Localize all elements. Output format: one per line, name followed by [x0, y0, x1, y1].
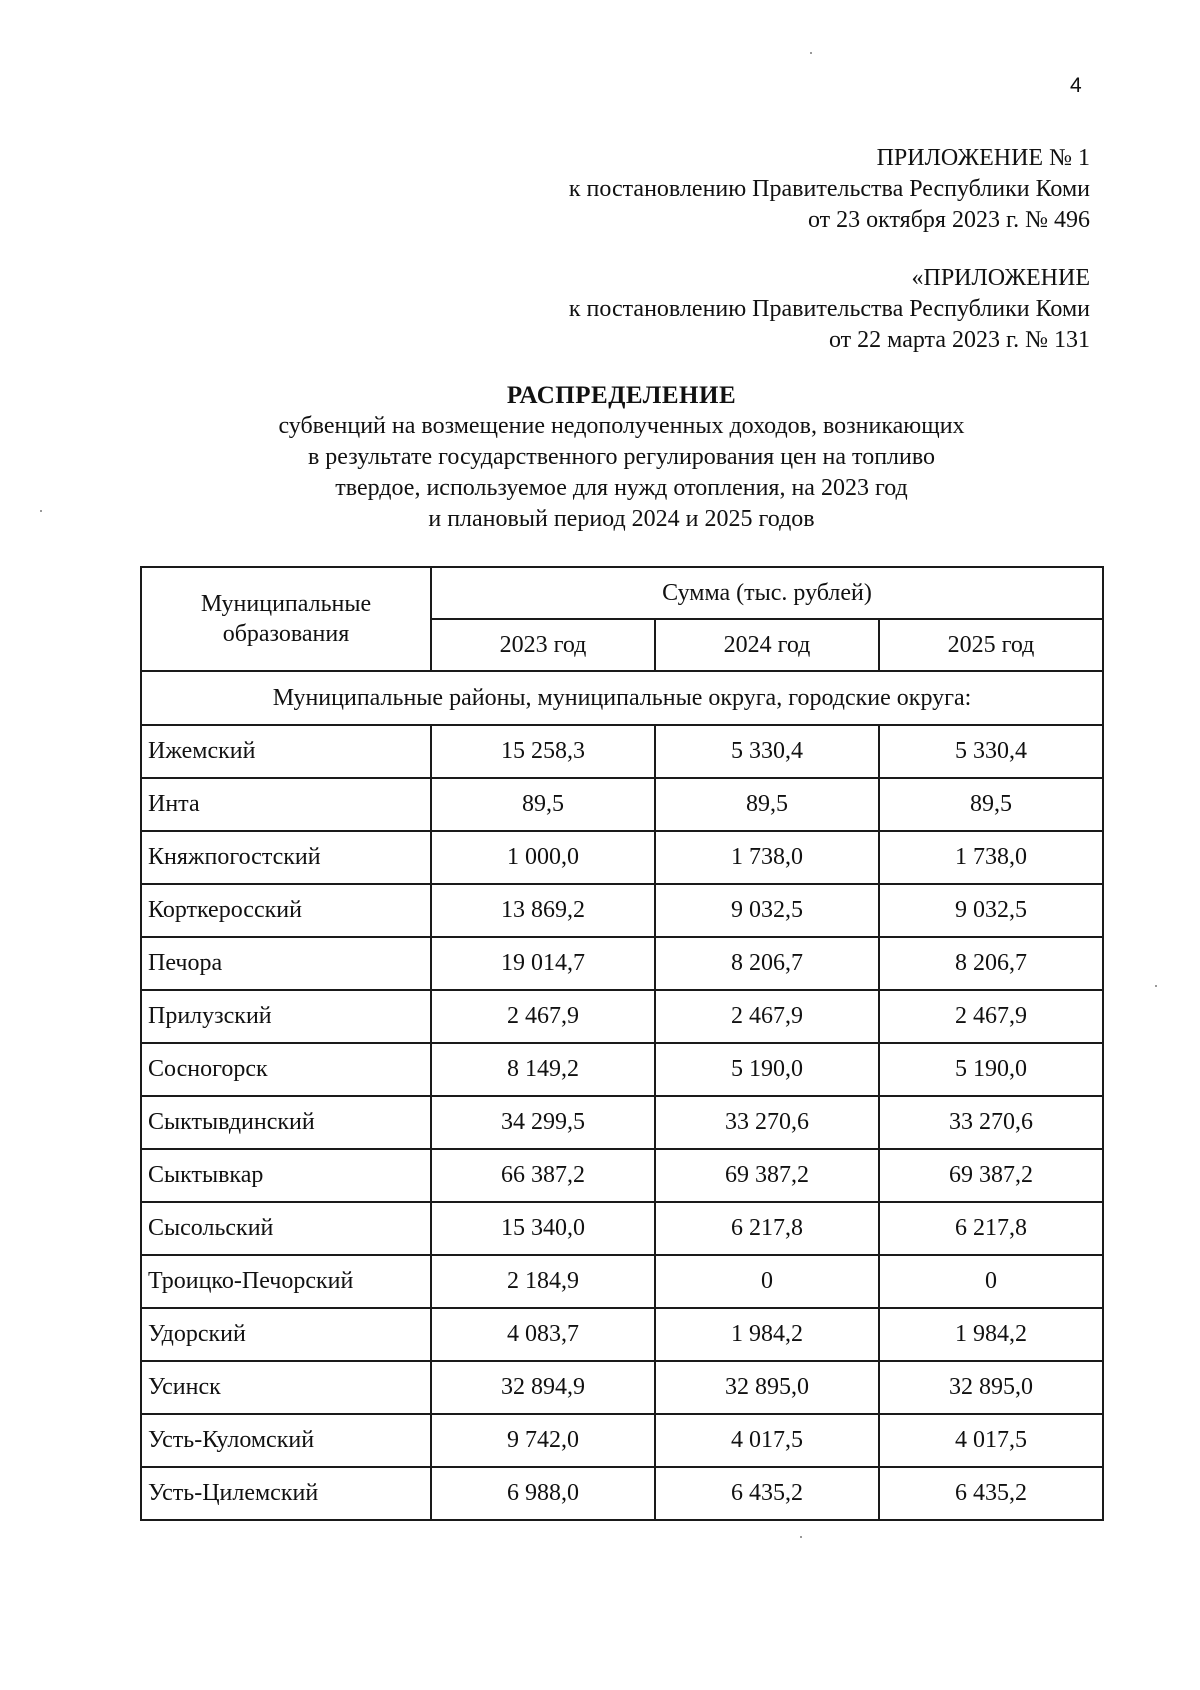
- appendix-header-original: [569, 263, 1090, 356]
- appendix-date: от 22 марта 2023 г. № 131: [829, 327, 1090, 353]
- table-row: [141, 884, 1103, 937]
- value-2025: 6 435,2: [879, 1467, 1103, 1520]
- value-2023: 89,5: [431, 778, 655, 831]
- scan-speck: [1155, 985, 1157, 987]
- value-2023: 6 988,0: [431, 1467, 655, 1520]
- value-2024: 5 190,0: [655, 1043, 879, 1096]
- value-2023: 13 869,2: [431, 884, 655, 937]
- table-row: [141, 778, 1103, 831]
- header-municipality-line: Муниципальные: [200, 591, 372, 617]
- table-row: [141, 831, 1103, 884]
- appendix-reference: к постановлению Правительства Республики Коми: [568, 176, 1090, 202]
- section-label: Муниципальные районы, муниципальные округа, городские округа:: [141, 671, 1103, 725]
- scan-speck: [800, 1536, 802, 1538]
- value-2024: 4 017,5: [655, 1414, 879, 1467]
- value-2023: 9 742,0: [431, 1414, 655, 1467]
- municipality-name: Троицко-Печорский: [141, 1255, 431, 1308]
- appendix-header-current: [569, 143, 1090, 236]
- municipality-name: Сыктывдинский: [141, 1096, 431, 1149]
- value-2023: 34 299,5: [431, 1096, 655, 1149]
- header-sum: Сумма (тыс. рублей): [431, 567, 1103, 619]
- scan-speck: [810, 52, 812, 54]
- title-line: в результате государственного регулирования цен на топливо: [307, 444, 936, 470]
- value-2025: 89,5: [879, 778, 1103, 831]
- value-2024: 1 738,0: [655, 831, 879, 884]
- title-line: субвенций на возмещение недополученных доходов, возникающих: [278, 413, 965, 439]
- value-2024: 33 270,6: [655, 1096, 879, 1149]
- header-year-2023: 2023 год: [431, 619, 655, 671]
- municipality-name: Сосногорск: [141, 1043, 431, 1096]
- value-2025: 69 387,2: [879, 1149, 1103, 1202]
- value-2025: 0: [879, 1255, 1103, 1308]
- header-municipality: [141, 567, 431, 671]
- value-2023: 66 387,2: [431, 1149, 655, 1202]
- value-2023: 4 083,7: [431, 1308, 655, 1361]
- scan-speck: [40, 510, 42, 512]
- value-2025: 32 895,0: [879, 1361, 1103, 1414]
- municipality-name: Инта: [141, 778, 431, 831]
- table-row: [141, 1414, 1103, 1467]
- value-2023: 15 340,0: [431, 1202, 655, 1255]
- municipality-name: Усть-Куломский: [141, 1414, 431, 1467]
- municipality-name: Княжпогостский: [141, 831, 431, 884]
- document-title: [140, 380, 1103, 535]
- value-2023: 2 467,9: [431, 990, 655, 1043]
- table-row: [141, 1202, 1103, 1255]
- table-row: [141, 1308, 1103, 1361]
- municipality-name: Сысольский: [141, 1202, 431, 1255]
- title-line: и плановый период 2024 и 2025 годов: [428, 506, 815, 532]
- value-2025: 1 738,0: [879, 831, 1103, 884]
- table-row: [141, 725, 1103, 778]
- value-2024: 6 435,2: [655, 1467, 879, 1520]
- value-2025: 5 330,4: [879, 725, 1103, 778]
- table-header-row: [141, 567, 1103, 619]
- municipality-name: Ижемский: [141, 725, 431, 778]
- header-year-2024: 2024 год: [655, 619, 879, 671]
- value-2024: 1 984,2: [655, 1308, 879, 1361]
- value-2024: 69 387,2: [655, 1149, 879, 1202]
- value-2024: 2 467,9: [655, 990, 879, 1043]
- value-2024: 6 217,8: [655, 1202, 879, 1255]
- value-2024: 89,5: [655, 778, 879, 831]
- municipality-name: Усть-Цилемский: [141, 1467, 431, 1520]
- appendix-title: ПРИЛОЖЕНИЕ № 1: [876, 145, 1090, 171]
- header-municipality-line: образования: [222, 621, 350, 647]
- value-2025: 2 467,9: [879, 990, 1103, 1043]
- value-2025: 4 017,5: [879, 1414, 1103, 1467]
- value-2023: 2 184,9: [431, 1255, 655, 1308]
- value-2025: 8 206,7: [879, 937, 1103, 990]
- value-2023: 1 000,0: [431, 831, 655, 884]
- header-year-2025: 2025 год: [879, 619, 1103, 671]
- table-row: [141, 1149, 1103, 1202]
- title-main: РАСПРЕДЕЛЕНИЕ: [506, 382, 737, 409]
- municipality-name: Корткеросский: [141, 884, 431, 937]
- table-row: [141, 1096, 1103, 1149]
- municipality-name: Усинск: [141, 1361, 431, 1414]
- table-row: [141, 1043, 1103, 1096]
- value-2024: 8 206,7: [655, 937, 879, 990]
- appendix-reference: к постановлению Правительства Республики Коми: [568, 296, 1090, 322]
- value-2023: 8 149,2: [431, 1043, 655, 1096]
- municipality-name: Удорский: [141, 1308, 431, 1361]
- value-2024: 5 330,4: [655, 725, 879, 778]
- table-row: [141, 1467, 1103, 1520]
- value-2023: 32 894,9: [431, 1361, 655, 1414]
- municipality-name: Печора: [141, 937, 431, 990]
- value-2025: 5 190,0: [879, 1043, 1103, 1096]
- municipality-name: Сыктывкар: [141, 1149, 431, 1202]
- value-2025: 1 984,2: [879, 1308, 1103, 1361]
- municipality-name: Прилузский: [141, 990, 431, 1043]
- value-2025: 33 270,6: [879, 1096, 1103, 1149]
- value-2025: 6 217,8: [879, 1202, 1103, 1255]
- value-2023: 15 258,3: [431, 725, 655, 778]
- table-row: [141, 1255, 1103, 1308]
- title-line: твердое, используемое для нужд отопления, на 2023 год: [335, 475, 908, 501]
- page-number: 4: [1070, 74, 1082, 97]
- value-2024: 9 032,5: [655, 884, 879, 937]
- value-2023: 19 014,7: [431, 937, 655, 990]
- table-row: [141, 1361, 1103, 1414]
- table-row: [141, 990, 1103, 1043]
- value-2024: 32 895,0: [655, 1361, 879, 1414]
- appendix-title: «ПРИЛОЖЕНИЕ: [911, 265, 1090, 291]
- distribution-table: [140, 566, 1104, 1521]
- appendix-date: от 23 октября 2023 г. № 496: [807, 207, 1090, 233]
- value-2024: 0: [655, 1255, 879, 1308]
- table-row: [141, 937, 1103, 990]
- section-row: [141, 671, 1103, 725]
- value-2025: 9 032,5: [879, 884, 1103, 937]
